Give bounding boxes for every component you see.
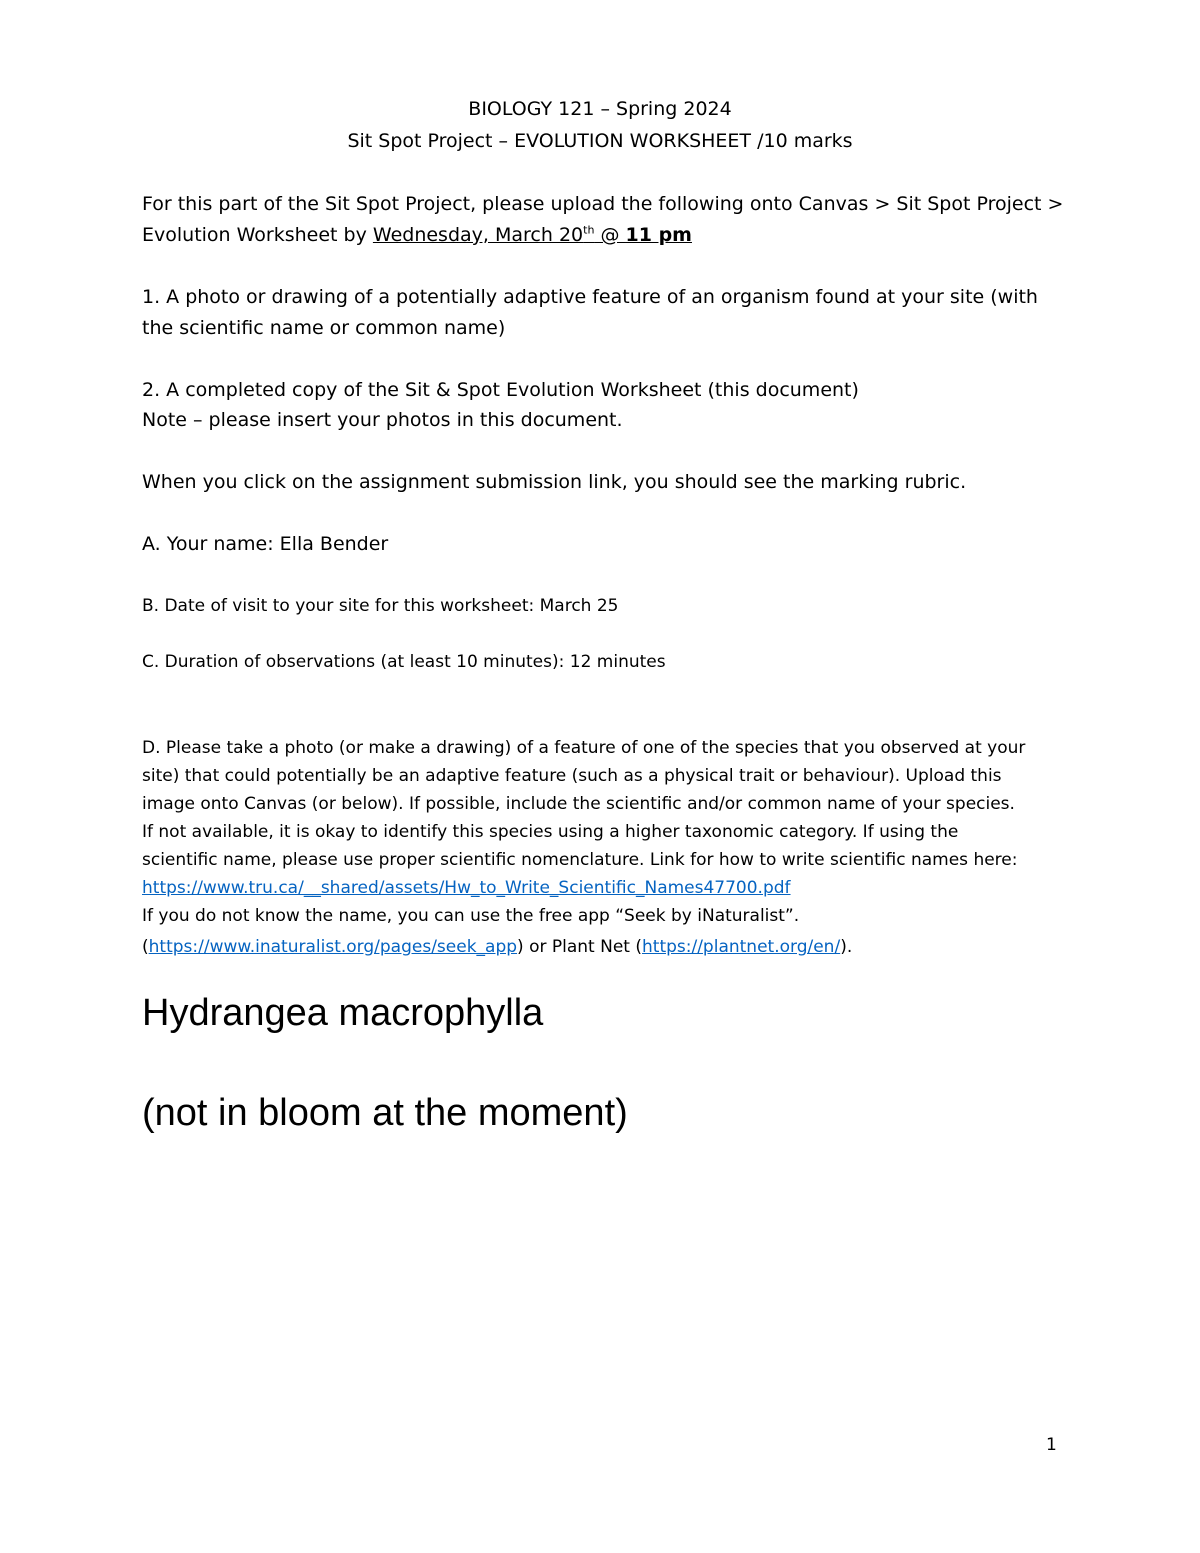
part-d-line-2: site) that could potentially be an adaptive feature (such as a physical trait or behaviour). Upload this: [142, 766, 1002, 786]
species-note: (not in bloom at the moment): [142, 1092, 628, 1134]
part-d-line-4: If not available, it is okay to identify this species using a higher taxonomic category. If using the: [142, 822, 959, 842]
intro-line-1: For this part of the Sit Spot Project, please upload the following onto Canvas > Sit Spot Project >: [142, 193, 1064, 215]
species-name: Hydrangea macrophylla: [142, 992, 544, 1034]
due-sup: th: [583, 223, 595, 237]
due-date: [373, 224, 692, 246]
intro-line-2: [142, 224, 692, 246]
course-heading: BIOLOGY 121 – Spring 2024: [468, 98, 732, 120]
item-1-line-1: 1. A photo or drawing of a potentially adaptive feature of an organism found at your site (with: [142, 286, 1038, 308]
answer-duration: C. Duration of observations (at least 10 minutes): 12 minutes: [142, 652, 666, 672]
tru-scientific-names-link[interactable]: https://www.tru.ca/__shared/assets/Hw_to_Write_Scientific_Names47700.pdf: [142, 878, 791, 898]
seek-app-link[interactable]: https://www.inaturalist.org/pages/seek_app: [148, 937, 518, 957]
part-d-line-5: scientific name, please use proper scientific nomenclature. Link for how to write scientific names here:: [142, 850, 1018, 870]
part-d-link-line: [142, 878, 791, 898]
part-d-line-7: If you do not know the name, you can use the free app “Seek by iNaturalist”.: [142, 906, 800, 926]
worksheet-title: Sit Spot Project – EVOLUTION WORKSHEET /10 marks: [347, 130, 853, 152]
paren-open: (: [142, 937, 149, 957]
answer-date: B. Date of visit to your site for this worksheet: March 25: [142, 596, 619, 616]
part-d-line-8: [142, 937, 852, 957]
paren-close: ).: [840, 937, 853, 957]
plant-net-text: ) or Plant Net (: [517, 937, 642, 957]
part-d-line-3: image onto Canvas (or below). If possible, include the scientific and/or common name of your species.: [142, 794, 1015, 814]
rubric-note: When you click on the assignment submission link, you should see the marking rubric.: [142, 471, 967, 493]
part-d-line-1: D. Please take a photo (or make a drawing) of a feature of one of the species that you observed at your: [142, 738, 1026, 758]
item-2-line-2: Note – please insert your photos in this document.: [142, 409, 623, 431]
intro-prefix: Evolution Worksheet by: [142, 224, 373, 246]
page-number: 1: [1046, 1435, 1057, 1455]
due-time: 11 pm: [625, 224, 692, 246]
item-2-line-1: 2. A completed copy of the Sit & Spot Evolution Worksheet (this document): [142, 379, 859, 401]
due-at: @: [594, 224, 626, 246]
due-day: Wednesday, March 20: [372, 224, 584, 246]
item-1-line-2: the scientific name or common name): [142, 317, 506, 339]
answer-name: A. Your name: Ella Bender: [142, 533, 389, 555]
plantnet-link[interactable]: https://plantnet.org/en/: [642, 937, 841, 957]
